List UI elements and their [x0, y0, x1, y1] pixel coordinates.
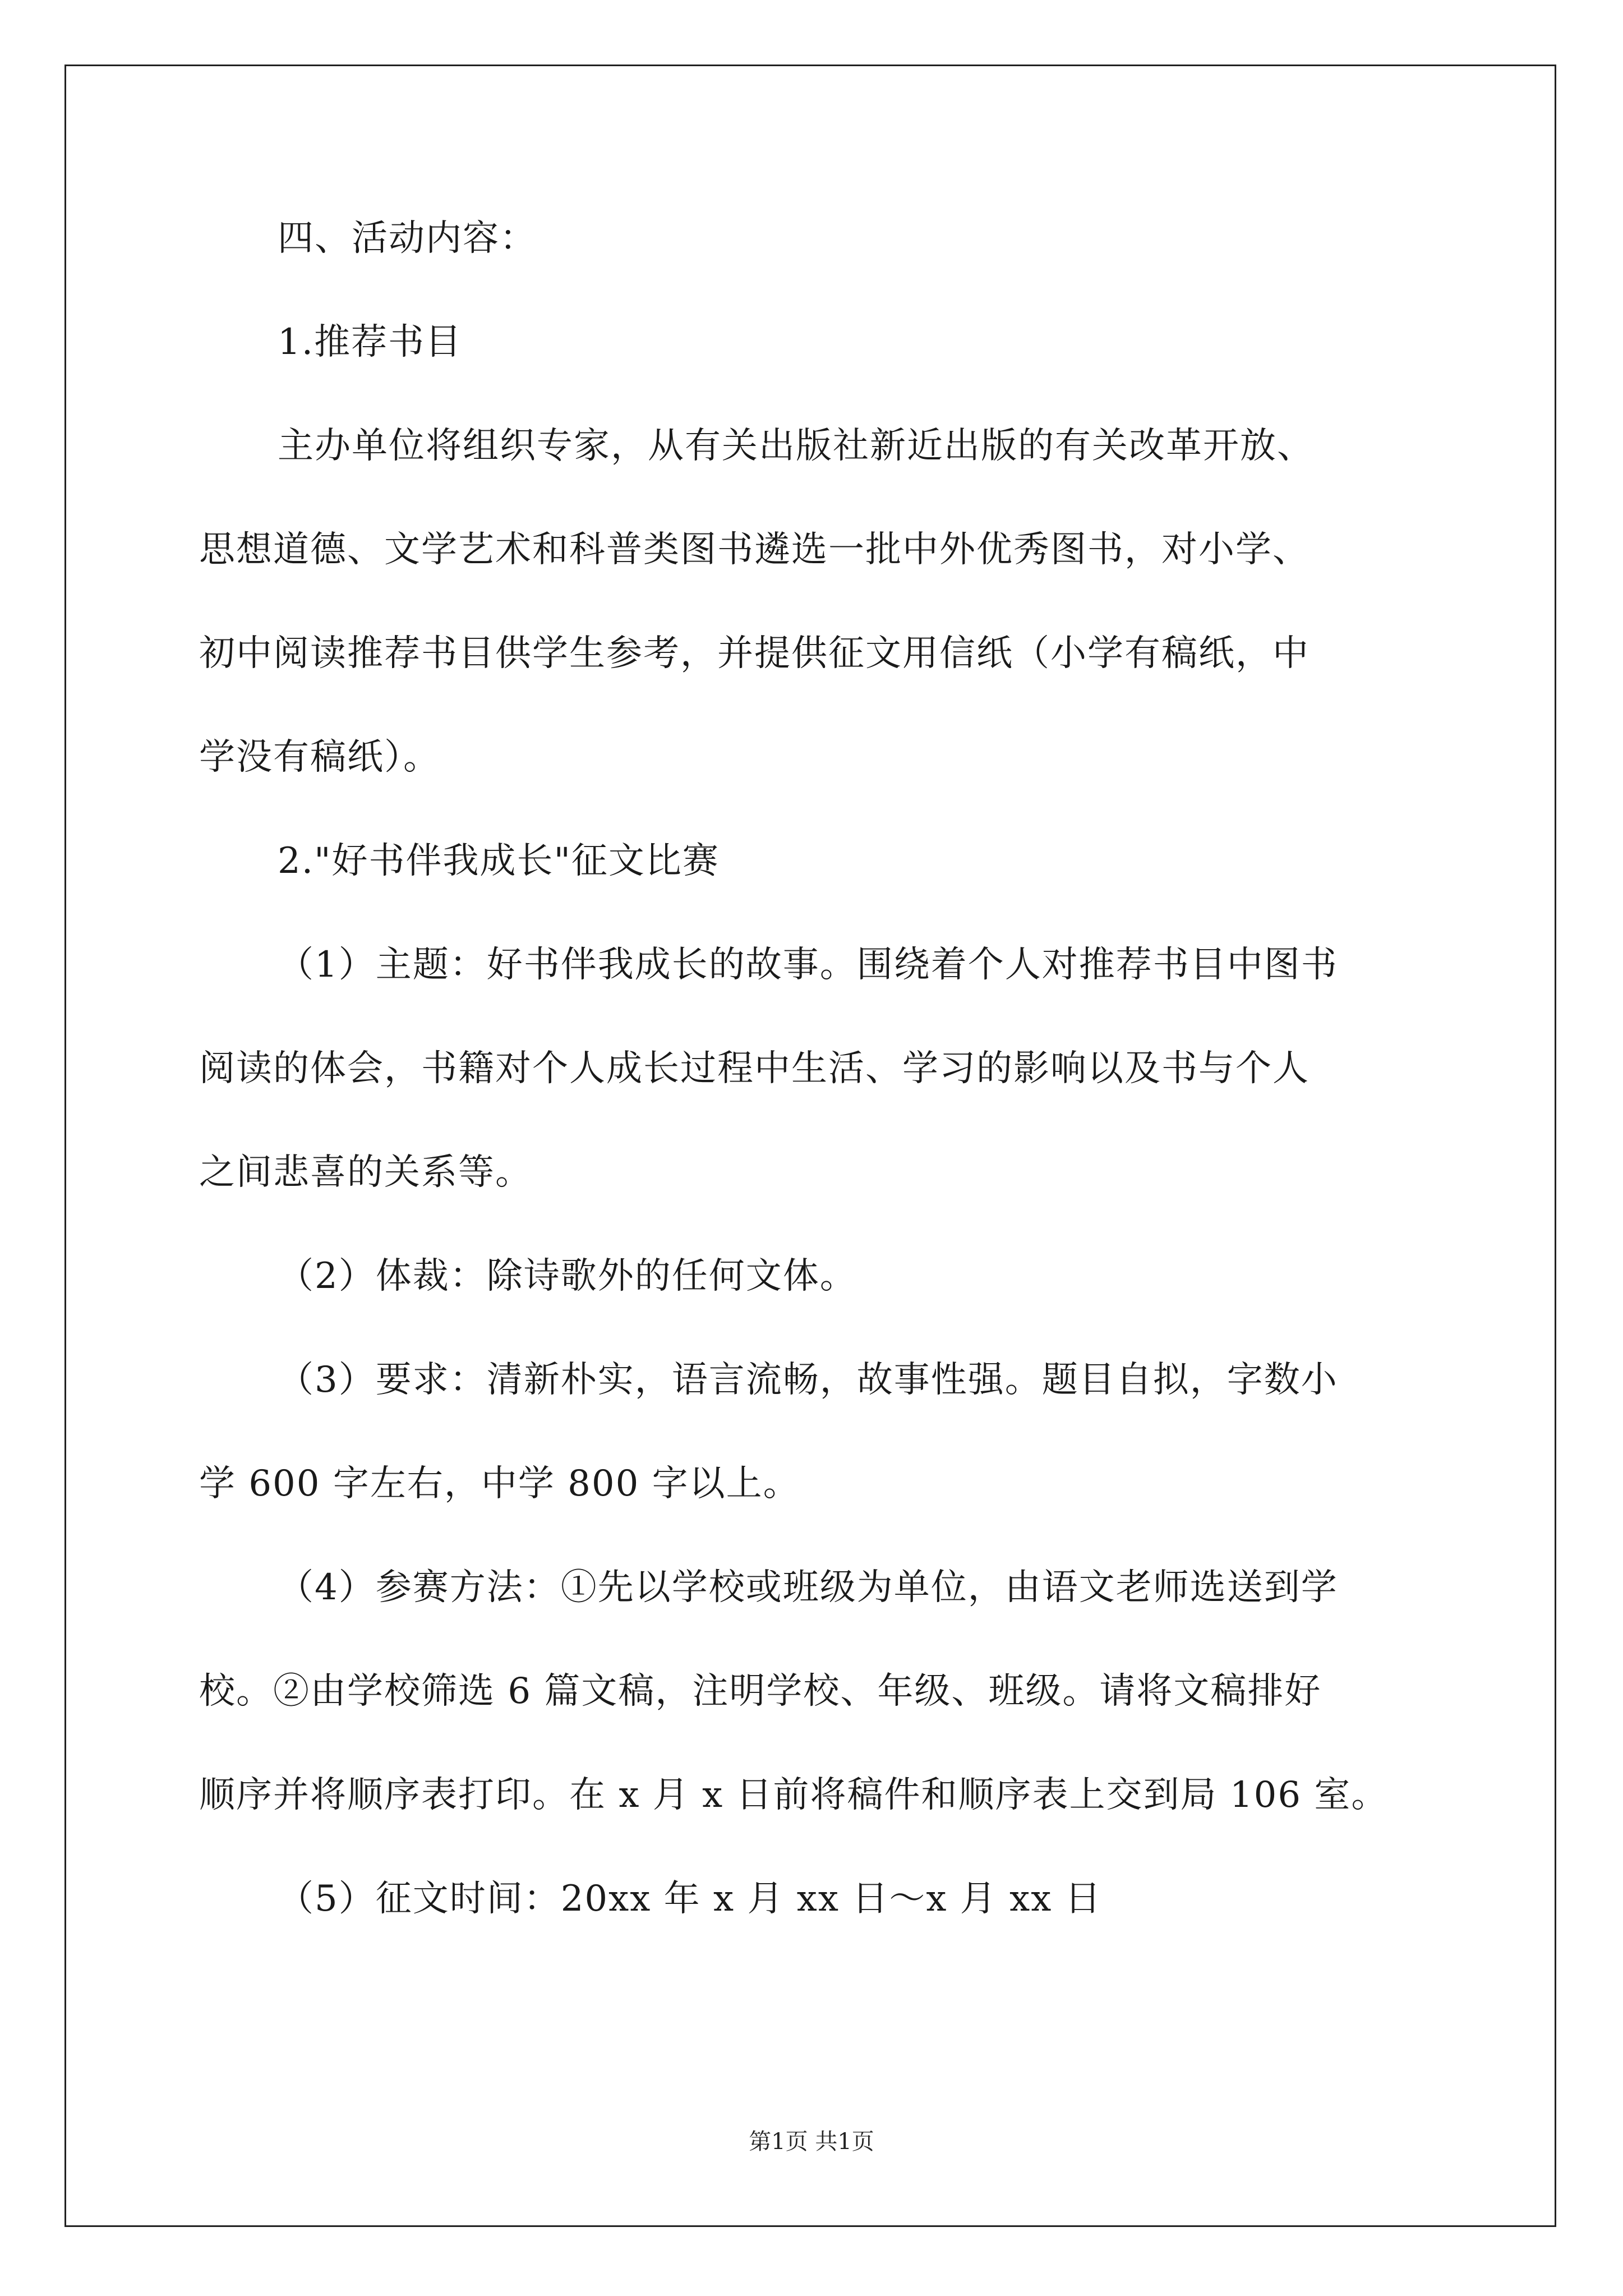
paragraph-line: 主办单位将组织专家，从有关出版社新近出版的有关改革开放、 — [278, 425, 1314, 467]
paragraph-line: 学 600 字左右，中学 800 字以上。 — [199, 1463, 800, 1504]
paragraph-line: （3）要求：清新朴实，语言流畅，故事性强。题目自拟，字数小 — [278, 1359, 1338, 1401]
paragraph-line: （5）征文时间：20xx 年 x 月 xx 日～x 月 xx 日 — [278, 1878, 1102, 1920]
section-heading: 四、活动内容： — [278, 218, 537, 259]
paragraph-line: （1）主题：好书伴我成长的故事。围绕着个人对推荐书目中图书 — [278, 944, 1338, 986]
page-footer: 第1页 共1页 — [749, 2129, 874, 2155]
paragraph-line: （4）参赛方法：①先以学校或班级为单位，由语文老师选送到学 — [278, 1567, 1338, 1608]
paragraph-line: 初中阅读推荐书目供学生参考，并提供征文用信纸（小学有稿纸，中 — [199, 633, 1310, 674]
subheading-contest: 2."好书伴我成长"征文比赛 — [278, 840, 720, 882]
paragraph-line: 校。②由学校筛选 6 篇文稿，注明学校、年级、班级。请将文稿排好 — [199, 1671, 1322, 1712]
paragraph-line: 之间悲喜的关系等。 — [199, 1152, 532, 1193]
paragraph-line: 思想道德、文学艺术和科普类图书遴选一批中外优秀图书，对小学、 — [199, 529, 1310, 570]
paragraph-line: 学没有稿纸）。 — [199, 737, 440, 778]
subheading-books: 1.推荐书目 — [278, 321, 463, 363]
paragraph-line: 顺序并将顺序表打印。在 x 月 x 日前将稿件和顺序表上交到局 106 室。 — [199, 1774, 1389, 1816]
paragraph-line: （2）体裁：除诗歌外的任何文体。 — [278, 1255, 857, 1297]
paragraph-line: 阅读的体会，书籍对个人成长过程中生活、学习的影响以及书与个人 — [199, 1048, 1310, 1089]
